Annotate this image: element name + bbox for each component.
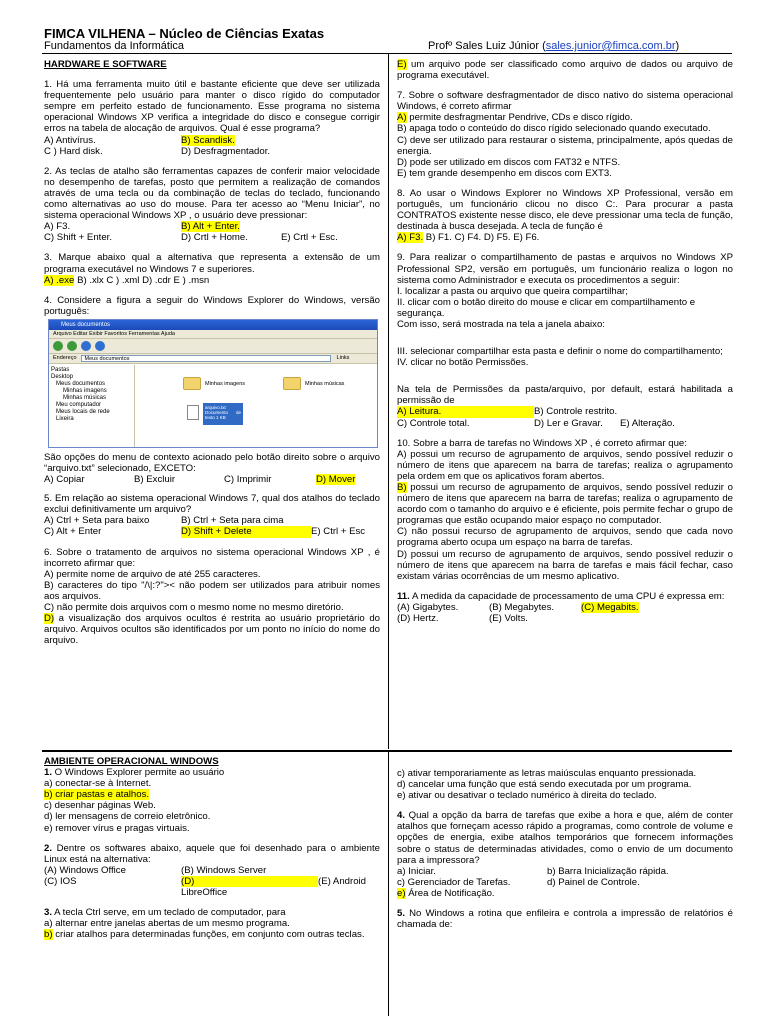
explorer-toolbar — [49, 339, 377, 354]
column-divider-top — [388, 54, 389, 749]
q6-option-d-letter: D) — [44, 613, 55, 625]
q9-option-a[interactable]: A) Leitura. — [397, 406, 534, 417]
w1-question: O Windows Explorer permite ao usuário — [52, 767, 225, 779]
question-9-text: 9. Para realizar o compartilhamento de pastas e arquivos no Windows XP Professional SP2, versão em português, um funcionário realiza o logon no sistema como Administrador e executa os procedimentos a seguir: — [397, 252, 733, 286]
w3-number: 3. — [44, 907, 53, 919]
teacher-name: Profº Sales Luiz Júnior ( — [428, 40, 546, 52]
question-10 — [397, 438, 733, 582]
w2-text — [44, 843, 380, 865]
w1-option-b[interactable]: b) criar pastas e atalhos. — [44, 789, 150, 801]
selected-file: arquivo.txt Documento de texto 1 KB — [203, 403, 243, 425]
w3-option-b-letter: b) — [44, 929, 53, 941]
q6-option-d[interactable] — [44, 613, 380, 646]
explorer-title-bar: Meus documentos — [49, 320, 377, 330]
w1-option-a[interactable]: a) conectar-se à Internet. — [44, 778, 152, 790]
text-file-icon — [187, 405, 199, 420]
tree-item: Meu computador — [56, 401, 102, 408]
w4-text — [397, 810, 733, 865]
q6-option-e-letter: E) — [397, 59, 407, 70]
q10-option-b[interactable] — [397, 482, 733, 526]
windows-question-5 — [397, 908, 733, 930]
tree-item: Minhas músicas — [63, 394, 107, 401]
q6-option-e-text: um arquivo pode ser classificado como arquivo de dados ou arquivo de programa executável. — [397, 59, 733, 82]
q6-option-d-text: a visualização dos arquivos ocultos é restrita ao usuário proprietário do arquivo. Arquivos ocultos são identificados por um ponto no início do nome do arquivo. — [44, 613, 380, 647]
q2-option-a[interactable]: A) F3. — [44, 221, 71, 233]
header-divider — [42, 53, 732, 54]
q7-option-d[interactable]: D) pode ser utilizado em discos com FAT32 e NTFS. — [397, 156, 621, 168]
left-column-bottom — [44, 756, 380, 1018]
folder-icon — [183, 377, 201, 390]
question-5-text: 5. Em relação ao sistema operacional Windows 7, qual dos atalhos do teclado exclui definitivamente um arquivo? — [44, 493, 380, 516]
q5-row1 — [44, 515, 380, 526]
w2-option-d-letter: (D) — [181, 876, 318, 887]
question-8 — [397, 188, 733, 243]
w2-question: Dentre os softwares abaixo, aquele que foi desenhado para o ambiente Linux está na alternativa: — [44, 842, 380, 865]
q9-step-4: IV. clicar no botão Permissões. — [397, 357, 529, 369]
q9-step-1: I. localizar a pasta ou arquivo que queira compartilhar; — [397, 285, 628, 297]
q9-option-d[interactable]: D) Ler e Gravar. — [534, 417, 603, 429]
question-6-text: 6. Sobre o tratamento de arquivos no sistema operacional Windows XP , é incorreto afirmar que: — [44, 546, 380, 569]
q4-option-b[interactable]: B) Excluir — [134, 474, 176, 486]
question-1 — [44, 79, 380, 157]
windows-question-3-continued — [397, 768, 733, 801]
tree-item: Lixeira — [56, 415, 74, 422]
q11-option-c[interactable]: (C) Megabits. — [581, 601, 639, 613]
question-9 — [397, 252, 733, 428]
question-7-text: 7. Sobre o software desfragmentador de disco nativo do sistema operacional Windows, é correto afirmar — [397, 90, 733, 113]
w5-text — [397, 908, 733, 930]
tree-item: Meus locais de rede — [56, 408, 110, 415]
q2-option-c[interactable]: C) Shift + Enter. — [44, 232, 112, 244]
teacher-email-link[interactable]: sales.junior@fimca.com.br — [545, 40, 676, 52]
search-icon — [81, 341, 91, 351]
w4-option-e-letter: e) — [397, 887, 406, 899]
w5-number: 5. — [397, 908, 406, 920]
q11-option-b[interactable]: (B) Megabytes. — [489, 601, 555, 613]
q11-text: A medida da capacidade de processamento de uma CPU é expressa em: — [409, 590, 725, 602]
w3-option-b[interactable] — [44, 929, 380, 940]
q3-option-a[interactable]: A) .exe — [44, 274, 75, 286]
w3-option-b-text: criar atalhos para determinadas funções, em conjunto com outras teclas. — [52, 929, 365, 941]
q10-option-a[interactable]: A) possui um recurso de agrupamento de arquivos, sendo possível reduzir o número de itens que aparecem na barra de tarefas; realiza o agrupamento pela ordem em que os aplicativos foram abertos. — [397, 448, 733, 482]
w4-option-c[interactable]: c) Gerenciador de Tarefas. — [397, 876, 511, 888]
folder-label: Minhas imagens — [205, 380, 246, 387]
q8-other-options[interactable]: B) F1. C) F4. D) F5. E) F6. — [423, 232, 540, 244]
w3-option-d[interactable]: d) cancelar uma função que está sendo executada por um programa. — [397, 779, 692, 791]
q2-option-e[interactable]: E) Crtl + Esc. — [281, 232, 338, 244]
question-3-text: 3. Marque abaixo qual a alternativa que representa a extensão de um programa executável no Windows 7 e superiores. — [44, 252, 380, 275]
left-column-top — [44, 59, 380, 747]
q3-options — [44, 275, 380, 286]
windows-explorer-figure — [48, 319, 378, 448]
explorer-address-bar — [49, 354, 377, 364]
w1-number: 1. — [44, 767, 53, 779]
w2-number: 2. — [44, 842, 53, 854]
q10-option-b-letter: B) — [397, 482, 407, 493]
question-4-text: 4. Considere a figura a seguir do Windows Explorer do Windows, versão português: — [44, 294, 380, 317]
q7-option-e[interactable]: E) tem grande desempenho em discos com EXT3. — [397, 167, 612, 179]
explorer-folder-tree — [49, 365, 135, 447]
windows-question-4 — [397, 810, 733, 899]
q7-option-b[interactable]: B) apaga todo o conteúdo do disco rígido selecionado quando executado. — [397, 123, 711, 135]
question-6 — [44, 547, 380, 647]
q6-option-e[interactable] — [397, 59, 733, 81]
question-11 — [397, 591, 733, 624]
tree-item: Meus documentos — [56, 380, 106, 387]
q4-option-a[interactable]: A) Copiar — [44, 474, 85, 486]
q6-option-b[interactable]: B) caracteres do tipo "/\|:?">< não podem ser utilizados para atribuir nomes aos arquivos. — [44, 579, 380, 602]
question-5 — [44, 493, 380, 537]
header-teacher — [428, 40, 679, 52]
q11-option-d[interactable]: (D) Hertz. — [397, 613, 439, 625]
w3-question: A tecla Ctrl serve, em um teclado de computador, para — [52, 907, 286, 919]
w1-text — [44, 767, 380, 778]
w2-row2 — [44, 876, 380, 898]
q1-row2 — [44, 146, 380, 157]
q9-option-e[interactable]: E) Alteração. — [620, 417, 675, 429]
explorer-file-area — [135, 365, 377, 447]
q5-row2 — [44, 526, 380, 537]
folder-label: Minhas músicas — [305, 380, 345, 387]
section-ambiente-windows: AMBIENTE OPERACIONAL WINDOWS — [44, 756, 219, 767]
question-11-text — [397, 591, 733, 602]
q9-row2 — [397, 418, 733, 429]
q5-option-d[interactable]: D) Shift + Delete — [181, 526, 311, 537]
w1-option-e[interactable]: e) remover vírus e pragas virtuais. — [44, 822, 190, 834]
q9-step-3: III. selecionar compartilhar esta pasta e definir o nome do compartilhamento; — [397, 346, 723, 358]
w4-row1 — [397, 866, 733, 877]
w3-option-e[interactable]: e) ativar ou desativar o teclado numérico à direita do teclado. — [397, 790, 657, 802]
q11-row2 — [397, 613, 733, 624]
explorer-body — [49, 365, 377, 447]
question-8-text: 8. Ao usar o Windows Explorer no Windows XP Professional, versão em português, um funcionário clicou no disco C:. Para procurar a pasta CONTRATOS existente nesse disco, ele deve pressionar uma tecla de função, destinada à busca desejada. A tecla de função é — [397, 187, 733, 233]
section-hardware-software: HARDWARE E SOFTWARE — [44, 59, 167, 70]
w3-option-c[interactable]: c) ativar temporariamente as letras maiúsculas enquanto pressionada. — [397, 768, 697, 779]
w1-option-c[interactable]: c) desenhar páginas Web. — [44, 800, 156, 812]
q11-option-a[interactable]: (A) Gigabytes. — [397, 601, 459, 613]
q10-option-d[interactable]: D) possui um recurso de agrupamento de arquivos, sendo possível reduzir o número de itens que aparecem na barra de tarefas e mais fácil fechar, caso existam várias ocorrências de um mesmo aplicativo. — [397, 548, 733, 582]
question-4 — [44, 295, 380, 485]
q1-option-c[interactable]: C ) Hard disk. — [44, 145, 103, 157]
q7-option-c[interactable]: C) deve ser utilizado para restaurar o sistema, principalmente, após quedas de energia. — [397, 134, 733, 157]
w1-option-d[interactable]: d) ler mensagens de correio eletrônico. — [44, 811, 211, 823]
q5-option-a[interactable]: A) Ctrl + Seta para baixo — [44, 515, 150, 527]
q5-option-c[interactable]: C) Alt + Enter — [44, 526, 102, 538]
q9-row1 — [397, 406, 733, 417]
forward-icon — [67, 341, 77, 351]
folder-icon — [283, 377, 301, 390]
w4-option-e[interactable] — [397, 888, 733, 899]
w2-option-d-text: LibreOffice — [181, 887, 228, 899]
q11-option-e[interactable]: (E) Volts. — [489, 613, 528, 625]
windows-question-2 — [44, 843, 380, 898]
tree-item: Desktop — [51, 373, 74, 380]
q2-option-b[interactable]: B) Alt + Enter. — [181, 221, 240, 233]
question-2-text: 2. As teclas de atalho são ferramentas capazes de conferir maior velocidade no desempenho de tarefas, posto que permitem a realização de comandos através de uma tecla ou da combinação de teclas do teclado, funcionando como alternativas ao uso do mouse. Para ter acesso ao “Menu Iniciar”, no sistema operacional Windows XP , o usuário deve pressionar: — [44, 165, 380, 222]
close-paren: ) — [675, 40, 680, 52]
links-label: Links — [336, 354, 350, 361]
w4-question: Qual a opção da barra de tarefas que exibe a hora e que, além de conter atalhos que forneçam acesso rápido a programas, como controle de volume e opções de energia, exibe atalhos temporários que fornecem informações sobre o status de determinadas atividades, como o envio de um documento para a impressora? — [397, 810, 733, 866]
question-2 — [44, 166, 380, 244]
q7-option-a-letter: A) — [397, 112, 407, 124]
w4-option-b[interactable]: b) Barra Inicialização rápida. — [547, 865, 669, 877]
question-4-text-2: São opções do menu de contexto acionado pelo botão direito sobre o arquivo “arquivo.txt” selecionado, EXCETO: — [44, 451, 380, 474]
back-icon — [53, 341, 63, 351]
q9-option-b[interactable]: B) Controle restrito. — [534, 406, 618, 418]
q4-option-c[interactable]: C) Imprimir — [224, 474, 272, 486]
q7-option-a[interactable] — [397, 112, 733, 123]
section-divider — [42, 750, 732, 752]
q6-option-a[interactable]: A) permite nome de arquivo de até 255 caracteres. — [44, 568, 261, 580]
q10-option-b-text: possui um recurso de agrupamento de arquivos, sendo possível reduzir o número de itens que aparecem na barra de tarefas; realiza o agrupamento de acordo com o tamanho do arquivo e é eficiente, pois permite fechar o grupo de programas que estão ocupando maior espaço no computador. — [397, 482, 733, 527]
q1-option-b[interactable]: B) Scandisk. — [181, 134, 235, 146]
q6-option-e-block — [397, 59, 733, 81]
question-3 — [44, 252, 380, 285]
q9-option-c[interactable]: C) Controle total. — [397, 417, 470, 429]
q9-window-note: Com isso, será mostrada na tela a janela abaixo: — [397, 318, 605, 330]
right-column-top — [397, 59, 733, 747]
explorer-menu-bar: Arquivo Editar Exibir Favoritos Ferramentas Ajuda — [49, 330, 377, 339]
q10-option-c[interactable]: C) não possui recurso de agrupamento de arquivos, sendo que cada novo programa aberto ocupa um espaço na barra de tarefas. — [397, 526, 733, 549]
q9-step-2: II. clicar com o botão direito do mouse e clicar em compartilhamento e segurança. — [397, 296, 696, 319]
column-divider-bottom — [388, 752, 389, 1016]
q2-row1 — [44, 221, 380, 232]
w2-option-c[interactable]: (C) IOS — [44, 875, 77, 887]
q5-option-e[interactable]: E) Ctrl + Esc — [311, 526, 366, 538]
w5-question: No Windows a rotina que enfileira e controla a impressão de relatórios é chamada de: — [397, 908, 733, 931]
address-field: Meus documentos — [81, 355, 331, 362]
q4-options — [44, 474, 380, 485]
tree-header: Pastas — [51, 366, 70, 373]
w2-option-d[interactable] — [181, 876, 318, 898]
w4-option-e-text: Área de Notificação. — [405, 887, 495, 899]
windows-question-3 — [44, 907, 380, 940]
q8-options — [397, 232, 733, 243]
q11-row1 — [397, 602, 733, 613]
q3-other-options[interactable]: B) .xlx C ) .xml D) .cdr E ) .msn — [74, 274, 210, 286]
windows-question-1 — [44, 767, 380, 834]
w3-text — [44, 907, 380, 918]
q11-number: 11. — [397, 590, 410, 602]
q1-option-a[interactable]: A) Antivírus. — [44, 134, 96, 146]
w2-option-b[interactable]: (B) Windows Server — [181, 864, 267, 876]
q8-option-a[interactable]: A) F3. — [397, 232, 424, 244]
q4-option-d[interactable]: D) Mover — [316, 474, 356, 486]
address-label: Endereço — [53, 354, 77, 361]
w4-option-d[interactable]: d) Painel de Controle. — [547, 876, 640, 888]
q2-row2 — [44, 232, 380, 243]
q2-option-d[interactable]: D) Crtl + Home. — [181, 232, 248, 244]
q1-row1 — [44, 135, 380, 146]
header-title: FIMCA VILHENA – Núcleo de Ciências Exatas — [44, 26, 325, 41]
w4-number: 4. — [397, 810, 406, 822]
q1-option-d[interactable]: D) Desfragmentador. — [181, 145, 271, 157]
w2-option-e[interactable]: (E) Android — [318, 875, 366, 887]
q5-option-b[interactable]: B) Ctrl + Seta para cima — [181, 515, 284, 527]
w2-row1 — [44, 865, 380, 876]
w4-option-a[interactable]: a) Iniciar. — [397, 865, 436, 877]
right-column-bottom — [397, 768, 733, 1018]
question-9-text-2: Na tela de Permissões da pasta/arquivo, por default, estará habilitada a permissão de — [397, 384, 733, 407]
q7-option-a-text: permite desfragmentar Pendrive, CDs e disco rígido. — [406, 112, 633, 124]
q6-option-c[interactable]: C) não permite dois arquivos com o mesmo nome no mesmo diretório. — [44, 602, 344, 613]
w2-option-a[interactable]: (A) Windows Office — [44, 864, 126, 876]
question-1-text: 1. Há uma ferramenta muito útil e bastante eficiente que deve ser utilizada frequentemente pelo usuário para manter o disco rígido do computador sempre em perfeito estado de funcionamento. Esse programa no sistema operacional Windows XP verifica a integridade do disco e consegue corrigir erros na tabela de alocação de arquivos. Qual é esse programa? — [44, 79, 380, 135]
question-7 — [397, 90, 733, 179]
header-subtitle: Fundamentos da Informática — [44, 40, 185, 52]
w3-option-a[interactable]: a) alternar entre janelas abertas de um mesmo programa. — [44, 918, 290, 930]
folders-icon — [95, 341, 105, 351]
w4-row2 — [397, 877, 733, 888]
question-10-text: 10. Sobre a barra de tarefas no Windows XP , é correto afirmar que: — [397, 437, 687, 449]
tree-item: Minhas imagens — [63, 387, 107, 394]
